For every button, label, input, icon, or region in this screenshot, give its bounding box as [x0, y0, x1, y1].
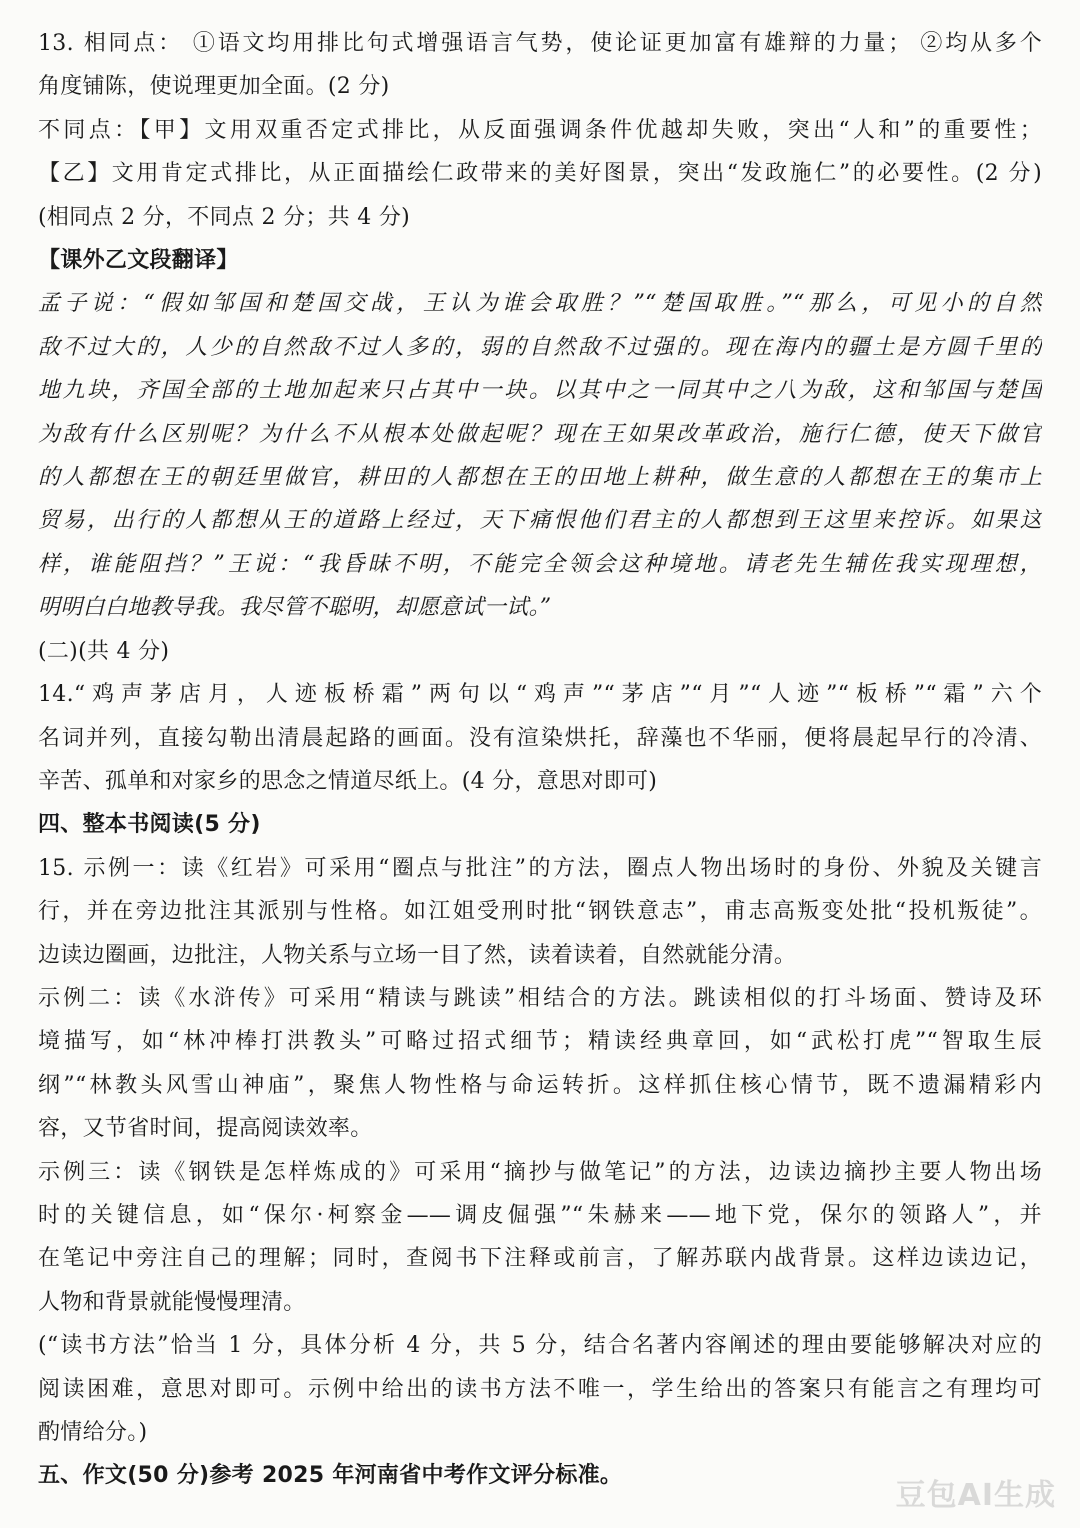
q14-line-1: 14.“鸡声茅店月，人迹板桥霜”两句以“鸡声”“茅店”“月”“人迹”“板桥”“霜”六个 [38, 682, 1042, 708]
q15-example1-line-3: 边读边圈画，边批注，人物关系与立场一目了然，读着读着，自然就能分清。 [38, 942, 797, 968]
q15-example2-line-1: 示例二：读《水浒传》可采用“精读与跳读”相结合的方法。跳读相似的打斗场面、赞诗及环 [38, 985, 1042, 1011]
translation-line-7: 样，谁能阻挡？”王说：“我昏昧不明，不能完全领会这种境地。请老先生辅佐我实现理想， [38, 551, 1042, 577]
translation-line-8: 明明白白地教导我。我尽管不聪明，却愿意试一试。” [38, 595, 552, 621]
q15-example1-line-1: 15. 示例一：读《红岩》可采用“圈点与批注”的方法，圈点人物出场时的身份、外貌及关键言 [38, 855, 1042, 881]
q13-difference-line-1: 不同点：【甲】文用双重否定式排比，从反面强调条件优越却失败，突出“人和”的重要性； [38, 117, 1042, 143]
q13-similarity-line-2: 角度铺陈，使说理更加全面。(2 分) [38, 74, 390, 100]
q14-line-2: 名词并列，直接勾勒出清晨起路的画面。没有渲染烘托，辞藻也不华丽，便将晨起早行的冷清、 [38, 725, 1042, 751]
q13-difference-line-2: 【乙】文用肯定式排比，从正面描绘仁政带来的美好图景，突出“发政施仁”的必要性。(2 分) [38, 161, 1042, 187]
q13-scoring-note: (相同点 2 分，不同点 2 分；共 4 分) [38, 204, 411, 230]
q15-example2-line-2: 境描写，如“林冲棒打洪教头”可略过招式细节；精读经典章回，如“武松打虎”“智取生辰 [38, 1029, 1042, 1055]
q15-example2-line-3: 纲”“林教头风雪山神庙”，聚焦人物性格与命运转折。这样抓住核心情节，既不遗漏精彩内 [38, 1072, 1042, 1098]
q14-line-3: 辛苦、孤单和对家乡的思念之情道尽纸上。(4 分，意思对即可) [38, 768, 658, 794]
translation-line-6: 贸易，出行的人都想从王的道路上经过，天下痛恨他们君主的人都想到王这里来控诉。如果这 [38, 508, 1042, 534]
translation-heading: 【课外乙文段翻译】 [38, 248, 239, 274]
translation-line-3: 地九块，齐国全部的土地加起来只占其中一块。以其中之一同其中之八为敌，这和邹国与楚国 [38, 378, 1042, 404]
section-five-composition: 五、作文(50 分)参考 2025 年河南省中考作文评分标准。 [38, 1463, 623, 1489]
q13-similarity-line-1: 13. 相同点： ①语文均用排比句式增强语言气势，使论证更加富有雄辩的力量； ②均从多个 [38, 31, 1042, 56]
translation-line-2: 敌不过大的，人少的自然敌不过人多的，弱的自然敌不过强的。现在海内的疆土是方圆千里的 [38, 334, 1042, 360]
q15-scoring-line-1: (“读书方法”恰当 1 分，具体分析 4 分，共 5 分，结合名著内容阐述的理由要能够解决对应的 [38, 1333, 1042, 1359]
q15-scoring-line-2: 阅读困难，意思对即可。示例中给出的读书方法不唯一，学生给出的答案只有能言之有理均可 [38, 1376, 1042, 1402]
section-four-heading: 四、整本书阅读(5 分) [38, 812, 261, 838]
translation-line-5: 的人都想在王的朝廷里做官，耕田的人都想在王的田地上耕种，做生意的人都想在王的集市上 [38, 465, 1042, 491]
translation-line-1: 孟子说：“假如邹国和楚国交战，王认为谁会取胜？”“楚国取胜。”“那么，可见小的自然 [38, 291, 1042, 317]
q15-example3-line-1: 示例三：读《钢铁是怎样炼成的》可采用“摘抄与做笔记”的方法，边读边摘抄主要人物出场 [38, 1159, 1042, 1185]
q15-example2-line-4: 容，又节省时间，提高阅读效率。 [38, 1116, 373, 1142]
section-two-heading: (二)(共 4 分) [38, 638, 170, 664]
ai-generated-watermark: 豆包AI生成 [895, 1478, 1056, 1513]
answer-sheet-page [38, 22, 1042, 1498]
q15-example3-line-3: 在笔记中旁注自己的理解；同时，查阅书下注释或前言，了解苏联内战背景。这样边读边记， [38, 1246, 1042, 1272]
translation-line-4: 为敌有什么区别呢？为什么不从根本处做起呢？现在王如果改革政治，施行仁德，使天下做官 [38, 421, 1042, 447]
q15-example3-line-2: 时的关键信息，如“保尔·柯察金——调皮倔强”“朱赫来——地下党，保尔的领路人”，并 [38, 1202, 1042, 1228]
q15-scoring-line-3: 酌情给分。) [38, 1420, 148, 1445]
q15-example1-line-2: 行，并在旁边批注其派别与性格。如江姐受刑时批“钢铁意志”，甫志高叛变处批“投机叛徒”。 [38, 899, 1042, 925]
q15-example3-line-4: 人物和背景就能慢慢理清。 [38, 1289, 306, 1315]
